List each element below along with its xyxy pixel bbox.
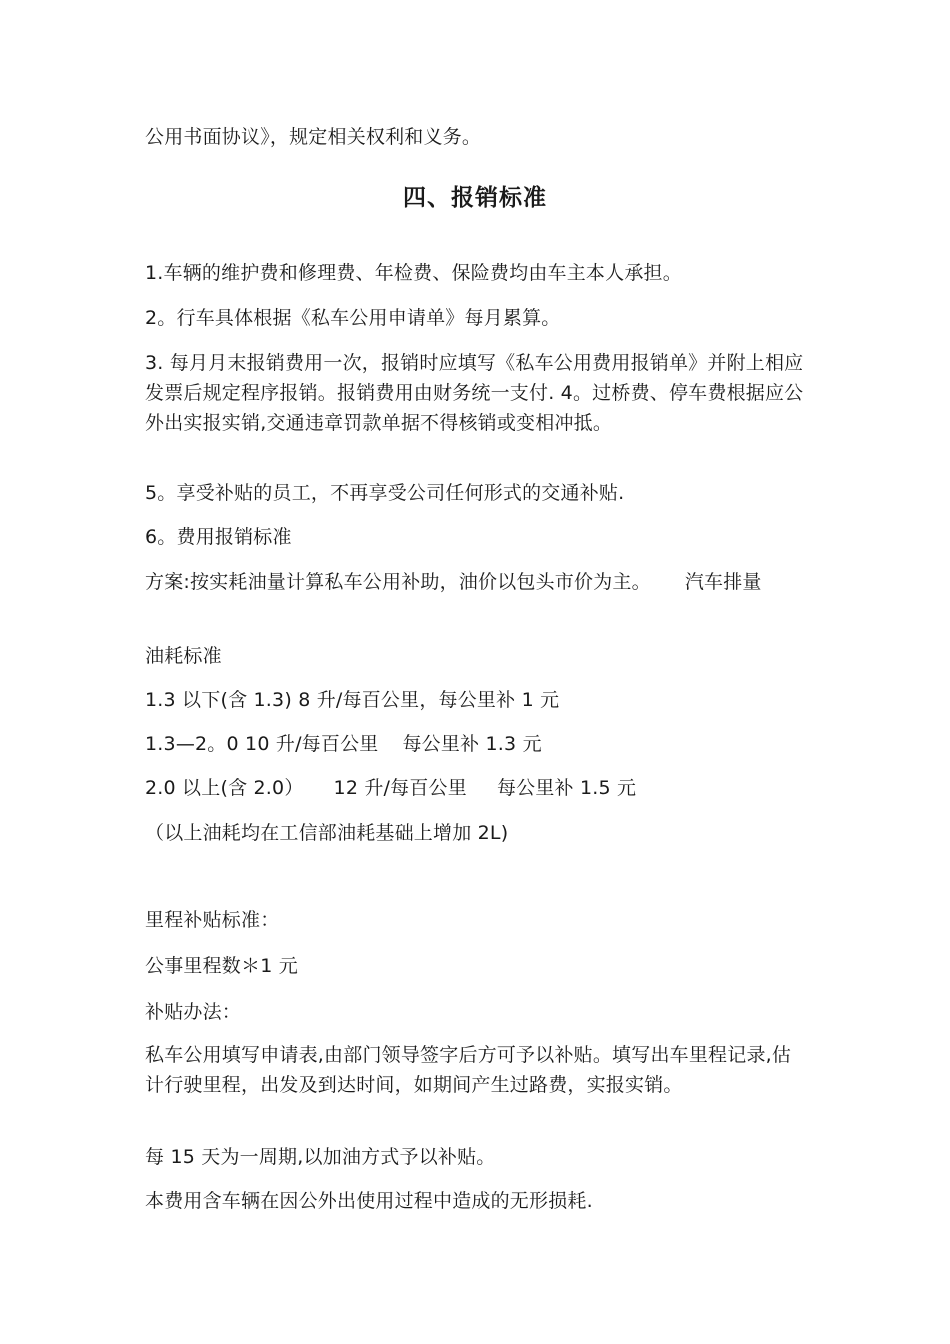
fuel-row xyxy=(145,685,810,715)
mileage-formula: 公事里程数＊1 元 xyxy=(145,955,298,977)
item-6: 6。费用报销标准 xyxy=(145,526,292,548)
method-title: 补贴办法： xyxy=(145,1001,242,1023)
item-1: 1.车辆的维护费和修理费、年检费、保险费均由车主本人承担。 xyxy=(145,262,682,284)
item-2: 2。行车具体根据《私车公用申请单》每月累算。 xyxy=(145,307,561,329)
fuel-displacement: 1.3 以下(含 1.3) xyxy=(145,689,292,711)
method-text: 私车公用填写申请表,由部门领导签字后方可予以补贴。填写出车里程记录,估计行驶里程，出发及到达时间，如期间产生过路费，实报实销。 xyxy=(145,1044,792,1096)
fuel-subsidy: 每公里补 1.3 元 xyxy=(402,733,542,755)
fuel-subsidy: 每公里补 1.5 元 xyxy=(496,777,637,799)
item-3: 3. 每月月末报销费用一次，报销时应填写《私车公用费用报销单》并附上相应发票后规定程序报销。报销费用由财务统一支付. 4。过桥费、停车费根据应公外出实报实销,交通违章罚款单据不得核销或变相冲抵。 xyxy=(145,352,804,434)
fuel-row xyxy=(145,773,810,803)
section-heading: 四、报销标准 xyxy=(403,185,547,211)
intro-line: 公用书面协议》，规定相关权利和义务。 xyxy=(145,126,482,148)
fuel-consumption: 10 升/每百公里 xyxy=(245,733,379,755)
fuel-displacement: 1.3—2。0 xyxy=(145,733,239,755)
period-text: 每 15 天为一周期,以加油方式予以补贴。 xyxy=(145,1146,496,1168)
item-5: 5。享受补贴的员工，不再享受公司任何形式的交通补贴. xyxy=(145,482,625,504)
fuel-displacement: 2.0 以上(含 2.0） xyxy=(145,777,304,799)
plan-column-label-2: 油耗标准 xyxy=(145,645,222,667)
plan-column-label: 汽车排量 xyxy=(684,571,762,593)
cost-note: 本费用含车辆在因公外出使用过程中造成的无形损耗. xyxy=(145,1190,593,1212)
fuel-row xyxy=(145,729,810,759)
mileage-title: 里程补贴标准： xyxy=(145,909,280,931)
fuel-subsidy: 每公里补 1 元 xyxy=(438,689,560,711)
plan-text: 方案:按实耗油量计算私车公用补助，油价以包头市价为主。 xyxy=(145,571,651,593)
fuel-consumption: 12 升/每百公里 xyxy=(333,777,467,799)
fuel-consumption: 8 升/每百公里， xyxy=(298,689,439,711)
plan-paragraph xyxy=(145,567,810,597)
fuel-note: （以上油耗均在工信部油耗基础上增加 2L) xyxy=(145,822,509,844)
